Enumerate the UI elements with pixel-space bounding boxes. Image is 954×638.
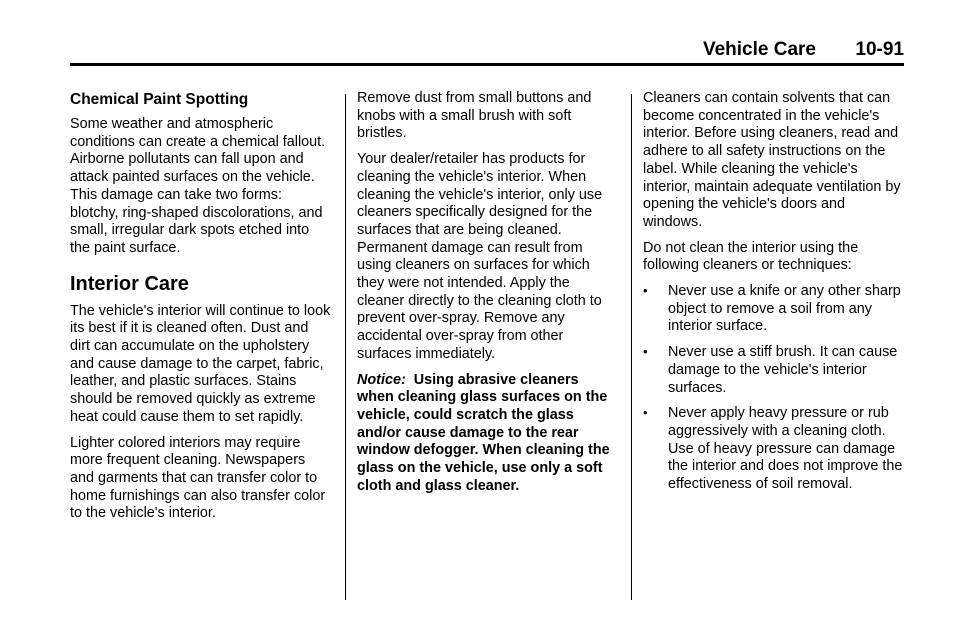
bullet-icon: • bbox=[643, 405, 648, 421]
paragraph: Lighter colored interiors may require more frequent cleaning. Newspapers and garments that can transfer color to home furnishings can also transfer color to the vehicle's interior. bbox=[70, 434, 326, 522]
paragraph: The vehicle's interior will continue to look its best if it is cleaned often. Dust and dirt can accumulate on the upholstery and cause damage to the carpet, fabric, leather, and plastic surfaces. Stains should be removed quickly as extreme heat could cause them to set rapidly. bbox=[70, 302, 331, 425]
list-item-text: Never use a stiff brush. It can cause damage to the vehicle's interior surfaces. bbox=[668, 344, 898, 396]
paragraph: Remove dust from small buttons and knobs with a small brush with soft bristles. bbox=[357, 90, 592, 142]
column-divider-2 bbox=[631, 94, 632, 600]
list-item bbox=[643, 344, 905, 397]
paragraph: Your dealer/retailer has products for cleaning the vehicle's interior. When cleaning the vehicle's interior, only use cleaners specifically designed for the surfaces that are being cleaned. Permanent damage can result from using cleaners on surfaces for which they were not intended. Apply the cleaner directly to the cleaning cloth to prevent over-spray. Remove any accidental over-spray from other surfaces immediately. bbox=[357, 151, 603, 362]
section-heading: Interior Care bbox=[70, 272, 189, 295]
header-rule bbox=[70, 63, 904, 66]
section-title: Vehicle Care bbox=[702, 39, 816, 60]
column-divider-1 bbox=[345, 94, 346, 600]
notice-label: Notice: bbox=[357, 371, 406, 388]
paragraph: Some weather and atmospheric conditions can create a chemical fallout. Airborne pollutants can fall upon and attack painted surfaces on the vehicle. This damage can take two forms: blotchy, ring-shaped discolorations, and small, irregular dark spots etched into the paint surface. bbox=[70, 116, 326, 256]
bullet-icon: • bbox=[643, 283, 648, 299]
list-item-text: Never use a knife or any other sharp object to remove a soil from any interior surface. bbox=[668, 283, 901, 335]
notice-text: Using abrasive cleaners when cleaning glass surfaces on the vehicle, could scratch the glass and/or cause damage to the rear window defogger. When cleaning the glass on the vehicle, use only a soft cloth and glass cleaner. bbox=[357, 371, 610, 494]
bullet-icon: • bbox=[643, 344, 648, 360]
paragraph: Cleaners can contain solvents that can become concentrated in the vehicle's interior. Before using cleaners, read and adhere to all safety instructions on the label. While cleaning the vehicle's interior, maintain adequate ventilation by opening the vehicle's doors and windows. bbox=[643, 90, 901, 230]
subsection-heading: Chemical Paint Spotting bbox=[70, 91, 249, 108]
paragraph: Do not clean the interior using the following cleaners or techniques: bbox=[643, 239, 859, 274]
list-item bbox=[643, 405, 905, 494]
page-number: 10-91 bbox=[855, 39, 904, 60]
bullet-list bbox=[643, 283, 905, 494]
page-header bbox=[70, 38, 904, 64]
notice-block bbox=[357, 372, 617, 496]
list-item bbox=[643, 283, 905, 336]
list-item-text: Never apply heavy pressure or rub aggressively with a cleaning cloth. Use of heavy pressure can damage the interior and does not improve the effectiveness of soil removal. bbox=[668, 405, 903, 493]
column-1 bbox=[70, 90, 332, 531]
column-2 bbox=[357, 90, 617, 503]
column-3 bbox=[643, 90, 905, 502]
